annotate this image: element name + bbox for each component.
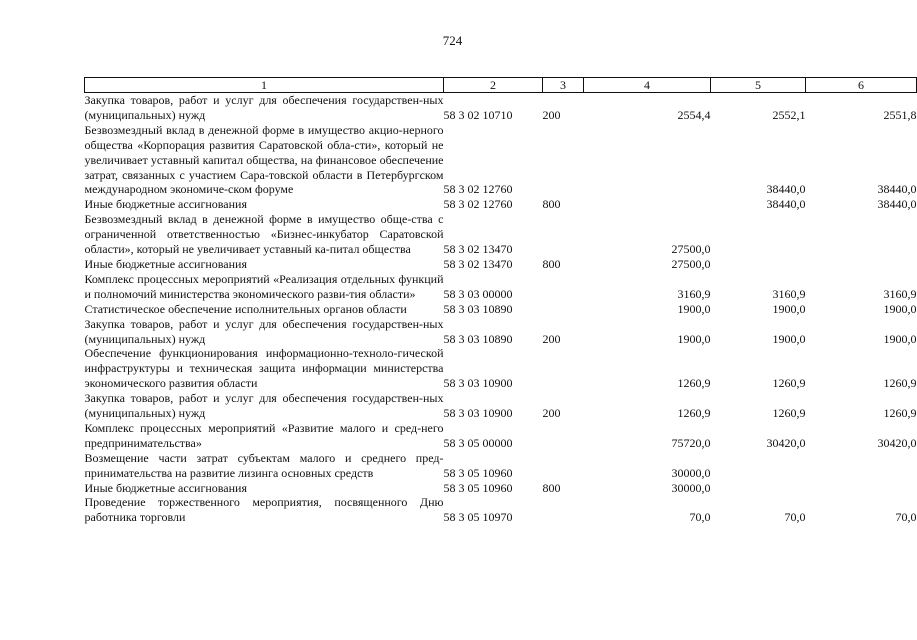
item-name: Статистическое обеспечение исполнительных органов области: [84, 301, 407, 316]
classification-code: 58 3 05 10960: [443, 465, 513, 480]
page-number: 724: [442, 33, 463, 48]
amount-col-4: 27500,0: [671, 242, 711, 257]
expense-type: [543, 421, 584, 451]
classification-code: 58 3 03 10890: [443, 301, 513, 316]
amount-col-6: [806, 257, 917, 272]
classification-code: 58 3 03 10900: [443, 376, 513, 391]
item-name: Комплекс процессных мероприятий «Развитие малого и сред-него предпринимательства»: [84, 420, 444, 450]
classification-code: 58 3 05 10960: [443, 480, 513, 495]
amount-col-4: 75720,0: [671, 435, 711, 450]
column-header: 6: [806, 78, 917, 93]
amount-col-6: 38440,0: [877, 197, 917, 212]
item-name: Закупка товаров, работ и услуг для обеспечения государствен-ных (муниципальных) нужд: [84, 316, 444, 346]
amount-col-5: 38440,0: [766, 197, 806, 212]
table-row: [85, 123, 917, 198]
amount-col-6: 70,0: [895, 510, 917, 525]
amount-col-5: [711, 481, 806, 496]
amount-col-6: 1260,9: [883, 376, 917, 391]
amount-col-6: 30420,0: [877, 435, 917, 450]
expense-type: 800: [542, 480, 561, 495]
column-header: 4: [584, 78, 711, 93]
expense-type: [543, 212, 584, 257]
amount-col-6: 38440,0: [877, 182, 917, 197]
item-name: Иные бюджетные ассигнования: [84, 256, 247, 271]
table-header-row: [85, 78, 917, 93]
amount-col-6: 1260,9: [883, 406, 917, 421]
classification-code: 58 3 05 00000: [443, 435, 513, 450]
amount-col-5: 1260,9: [772, 376, 806, 391]
table-row: [85, 346, 917, 391]
classification-code: 58 3 02 13470: [443, 242, 513, 257]
amount-col-5: 30420,0: [766, 435, 806, 450]
expense-type: 200: [542, 331, 561, 346]
item-name: Комплекс процессных мероприятий «Реализация отдельных функций и полномочий министерства экономического разви-тия области»: [84, 271, 444, 301]
expense-type: 800: [542, 197, 561, 212]
table-row: [85, 451, 917, 481]
amount-col-4: 1900,0: [677, 301, 711, 316]
amount-col-6: [806, 451, 917, 481]
amount-col-4: 2554,4: [677, 107, 711, 122]
amount-col-6: 1900,0: [883, 301, 917, 316]
table-body: [85, 93, 917, 526]
amount-col-4: 30000,0: [671, 465, 711, 480]
item-name: Обеспечение функционирования информационно-техноло-гической инфраструктуры и техническая защита информации министерства экономического развития области: [84, 346, 444, 391]
budget-table: [84, 77, 917, 525]
amount-col-5: 3160,9: [772, 286, 806, 301]
amount-col-6: 3160,9: [883, 286, 917, 301]
item-name: Возмещение части затрат субъектам малого и среднего пред-принимательства на развитие лизинга основных средств: [84, 450, 444, 480]
amount-col-5: 1260,9: [772, 406, 806, 421]
classification-code: 58 3 02 12760: [443, 182, 513, 197]
table-row: [85, 495, 917, 525]
expense-type: [543, 302, 584, 317]
item-name: Проведение торжественного мероприятия, посвященного Дню работника торговли: [84, 495, 444, 525]
amount-col-4: 3160,9: [677, 286, 711, 301]
table-row: [85, 93, 917, 123]
amount-col-6: 2551,8: [883, 107, 917, 122]
column-header: 5: [711, 78, 806, 93]
amount-col-6: [806, 481, 917, 496]
amount-col-5: 2552,1: [772, 107, 806, 122]
amount-col-4: 27500,0: [671, 256, 711, 271]
amount-col-4: 1260,9: [677, 406, 711, 421]
amount-col-4: 1260,9: [677, 376, 711, 391]
amount-col-6: [806, 212, 917, 257]
classification-code: 58 3 05 10970: [443, 510, 513, 525]
amount-col-4: [584, 123, 711, 198]
item-name: Закупка товаров, работ и услуг для обеспечения государствен-ных (муниципальных) нужд: [84, 391, 444, 421]
expense-type: [543, 451, 584, 481]
item-name: Безвозмездный вклад в денежной форме в имущество обще-ства с ограниченной ответственностью «Бизнес-инкубатор Саратовской области», который не увеличивает уставный ка-питал общества: [84, 212, 444, 257]
item-name: Иные бюджетные ассигнования: [84, 480, 247, 495]
amount-col-4: 70,0: [689, 510, 711, 525]
amount-col-5: 70,0: [784, 510, 806, 525]
table-row: [85, 212, 917, 257]
amount-col-4: 30000,0: [671, 480, 711, 495]
table-row: [85, 257, 917, 272]
expense-type: [543, 495, 584, 525]
column-header: 3: [543, 78, 584, 93]
table-row: [85, 272, 917, 302]
amount-col-5: 38440,0: [766, 182, 806, 197]
classification-code: 58 3 03 10890: [443, 331, 513, 346]
item-name: Иные бюджетные ассигнования: [84, 197, 247, 212]
table-row: [85, 421, 917, 451]
table-row: [85, 302, 917, 317]
amount-col-4: 1900,0: [677, 331, 711, 346]
table-row: [85, 481, 917, 496]
table-row: [85, 197, 917, 212]
amount-col-4: [584, 197, 711, 212]
item-name: Закупка товаров, работ и услуг для обеспечения государствен-ных (муниципальных) нужд: [84, 93, 444, 122]
expense-type: [543, 272, 584, 302]
expense-type: 800: [542, 256, 561, 271]
expense-type: [543, 123, 584, 198]
classification-code: 58 3 03 00000: [443, 286, 513, 301]
classification-code: 58 3 02 10710: [443, 107, 513, 122]
column-header: 2: [444, 78, 543, 93]
classification-code: 58 3 03 10900: [443, 406, 513, 421]
expense-type: [543, 346, 584, 391]
amount-col-5: [711, 257, 806, 272]
column-header: 1: [85, 78, 444, 93]
table-row: [85, 391, 917, 421]
classification-code: 58 3 02 13470: [443, 256, 513, 271]
amount-col-5: [711, 212, 806, 257]
classification-code: 58 3 02 12760: [443, 197, 513, 212]
table-row: [85, 317, 917, 347]
amount-col-5: [711, 451, 806, 481]
expense-type: 200: [542, 406, 561, 421]
amount-col-5: 1900,0: [772, 331, 806, 346]
expense-type: 200: [542, 107, 561, 122]
amount-col-6: 1900,0: [883, 331, 917, 346]
item-name: Безвозмездный вклад в денежной форме в имущество акцио-нерного общества «Корпорация развития Саратовской обла-сти», который не увеличивает уставный капитал общества, на финансовое обеспечение затрат, связанных с участием Сара-товской области в Петербургском международном экономиче-ском форуме: [84, 122, 444, 197]
amount-col-5: 1900,0: [772, 301, 806, 316]
